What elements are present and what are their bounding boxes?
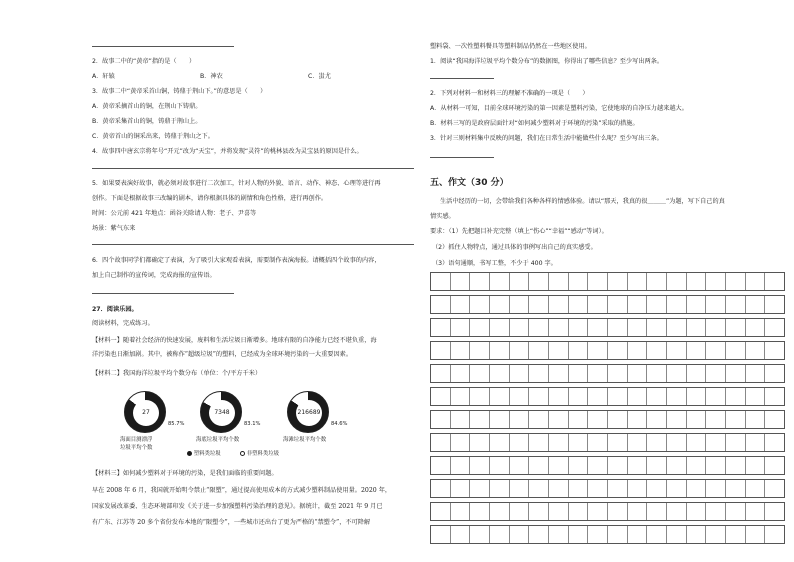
grid-cell[interactable] xyxy=(608,273,628,290)
grid-cell[interactable] xyxy=(628,319,648,336)
grid-cell[interactable] xyxy=(588,411,608,428)
grid-cell[interactable] xyxy=(647,526,667,543)
grid-cell[interactable] xyxy=(608,365,628,382)
grid-cell[interactable] xyxy=(490,457,510,474)
grid-cell[interactable] xyxy=(451,296,471,313)
grid-cell[interactable] xyxy=(667,319,687,336)
grid-cell[interactable] xyxy=(510,388,530,405)
grid-cell[interactable] xyxy=(746,526,766,543)
grid-cell[interactable] xyxy=(569,365,589,382)
grid-cell[interactable] xyxy=(529,411,549,428)
grid-cell[interactable] xyxy=(726,296,746,313)
option-3a: A．黄帝采摘首山的铜，在荆山下铸鼎。 xyxy=(92,103,202,110)
material-1-line2: 洋污染也日渐加剧。其中，被称作“超级垃圾”的塑料，已经成为全球环境污染的一大重要因素。 xyxy=(92,351,353,358)
grid-cell[interactable] xyxy=(726,503,746,520)
question-6-line1: 6．四个故事同学们都确定了表演，为了吸引大家观看表演，需要制作表演海报。请概括四个故事的内容， xyxy=(92,257,381,264)
donut-percent-label: 84.6% xyxy=(331,421,348,427)
grid-cell[interactable] xyxy=(451,480,471,497)
grid-cell[interactable] xyxy=(588,388,608,405)
grid-cell[interactable] xyxy=(569,273,589,290)
grid-cell[interactable] xyxy=(608,434,628,451)
grid-cell[interactable] xyxy=(549,526,569,543)
donut-caption: 垃圾平均个数 xyxy=(120,445,153,451)
grid-cell[interactable] xyxy=(490,273,510,290)
question-4: 4．故事四中唐玄宗将年号“开元”改为“天宝”，并将发现“灵符”的桃林县改为灵宝县的原因是什么。 xyxy=(92,148,363,155)
grid-cell[interactable] xyxy=(628,411,648,428)
grid-cell[interactable] xyxy=(451,319,471,336)
grid-cell[interactable] xyxy=(569,388,589,405)
answer-line xyxy=(92,168,414,169)
grid-cell[interactable] xyxy=(549,480,569,497)
grid-cell[interactable] xyxy=(588,273,608,290)
grid-cell[interactable] xyxy=(765,342,784,359)
grid-cell[interactable] xyxy=(490,388,510,405)
grid-cell[interactable] xyxy=(569,526,589,543)
grid-cell[interactable] xyxy=(647,457,667,474)
grid-row xyxy=(430,433,785,452)
grid-cell[interactable] xyxy=(510,319,530,336)
grid-cell[interactable] xyxy=(687,526,707,543)
grid-cell[interactable] xyxy=(706,365,726,382)
grid-cell[interactable] xyxy=(431,273,451,290)
grid-cell[interactable] xyxy=(765,319,784,336)
grid-cell[interactable] xyxy=(510,273,530,290)
grid-cell[interactable] xyxy=(529,319,549,336)
donut-caption: 海底垃圾平均个数 xyxy=(196,437,240,443)
script-time: 时间：公元前 421 年地点：函谷关除请人物：老子、尹喜等 xyxy=(92,210,257,217)
grid-cell[interactable] xyxy=(490,503,510,520)
grid-cell[interactable] xyxy=(706,273,726,290)
grid-row xyxy=(430,502,785,521)
grid-cell[interactable] xyxy=(529,388,549,405)
material-3-line3: 国家发展改革委、生态环境部印发《关于进一步加强塑料污染治理的意见》。据统计，截至 2021 年 9 月已 xyxy=(92,503,383,510)
grid-cell[interactable] xyxy=(431,388,451,405)
legend-label-non-plastic: 非塑料类垃圾 xyxy=(246,451,280,457)
right-question-1: 1．阅读“我国海洋垃圾平均个数分布”的数据图，你得出了哪些信息？至少写出两条。 xyxy=(430,58,664,65)
grid-cell[interactable] xyxy=(667,296,687,313)
grid-cell[interactable] xyxy=(451,342,471,359)
grid-cell[interactable] xyxy=(470,365,490,382)
grid-cell[interactable] xyxy=(647,434,667,451)
grid-cell[interactable] xyxy=(549,273,569,290)
answer-line xyxy=(430,157,494,158)
grid-cell[interactable] xyxy=(451,434,471,451)
grid-cell[interactable] xyxy=(608,296,628,313)
grid-cell[interactable] xyxy=(726,457,746,474)
grid-cell[interactable] xyxy=(726,480,746,497)
grid-cell[interactable] xyxy=(687,457,707,474)
grid-cell[interactable] xyxy=(451,273,471,290)
essay-requirement-3: （3）语句通顺，书写工整，不少于 400 字。 xyxy=(432,260,557,267)
grid-cell[interactable] xyxy=(608,411,628,428)
grid-cell[interactable] xyxy=(529,526,549,543)
material-3-line4: 有广东、江苏等 20 多个省份发布本地的“限塑令”，一些城市还出台了更为严格的“禁塑令”，不可降解 xyxy=(92,519,371,526)
grid-cell[interactable] xyxy=(431,480,451,497)
grid-cell[interactable] xyxy=(746,342,766,359)
grid-cell[interactable] xyxy=(706,457,726,474)
grid-cell[interactable] xyxy=(628,296,648,313)
grid-cell[interactable] xyxy=(706,503,726,520)
grid-row xyxy=(430,272,785,291)
grid-cell[interactable] xyxy=(451,365,471,382)
grid-cell[interactable] xyxy=(687,319,707,336)
question-27-sub: 阅读材料，完成练习。 xyxy=(92,320,154,327)
grid-cell[interactable] xyxy=(431,365,451,382)
grid-cell[interactable] xyxy=(529,296,549,313)
grid-cell[interactable] xyxy=(667,342,687,359)
grid-cell[interactable] xyxy=(667,273,687,290)
grid-cell[interactable] xyxy=(746,457,766,474)
grid-cell[interactable] xyxy=(647,411,667,428)
grid-cell[interactable] xyxy=(628,480,648,497)
grid-cell[interactable] xyxy=(490,434,510,451)
grid-cell[interactable] xyxy=(628,273,648,290)
grid-cell[interactable] xyxy=(687,434,707,451)
grid-cell[interactable] xyxy=(667,503,687,520)
grid-cell[interactable] xyxy=(470,273,490,290)
grid-cell[interactable] xyxy=(608,526,628,543)
grid-cell[interactable] xyxy=(529,273,549,290)
grid-row xyxy=(430,318,785,337)
grid-cell[interactable] xyxy=(549,434,569,451)
grid-cell[interactable] xyxy=(667,526,687,543)
grid-cell[interactable] xyxy=(490,319,510,336)
grid-cell[interactable] xyxy=(746,434,766,451)
grid-cell[interactable] xyxy=(667,434,687,451)
grid-cell[interactable] xyxy=(746,296,766,313)
right-question-2: 2．下列对材料一和材料三的理解不准确的一项是（ ） xyxy=(430,90,589,97)
grid-cell[interactable] xyxy=(687,411,707,428)
grid-cell[interactable] xyxy=(431,296,451,313)
grid-cell[interactable] xyxy=(470,480,490,497)
grid-cell[interactable] xyxy=(510,480,530,497)
grid-cell[interactable] xyxy=(726,273,746,290)
grid-cell[interactable] xyxy=(510,526,530,543)
grid-cell[interactable] xyxy=(628,503,648,520)
grid-cell[interactable] xyxy=(628,526,648,543)
grid-cell[interactable] xyxy=(706,388,726,405)
grid-cell[interactable] xyxy=(667,388,687,405)
grid-row xyxy=(430,479,785,498)
grid-cell[interactable] xyxy=(549,503,569,520)
grid-cell[interactable] xyxy=(746,503,766,520)
grid-cell[interactable] xyxy=(765,526,784,543)
grid-cell[interactable] xyxy=(549,365,569,382)
grid-cell[interactable] xyxy=(667,365,687,382)
grid-cell[interactable] xyxy=(765,503,784,520)
answer-line xyxy=(92,293,234,294)
material-3-line1: 【材料三】如何减少塑料对于环境的污染，是我们面临的重要问题。 xyxy=(92,470,278,477)
grid-cell[interactable] xyxy=(569,503,589,520)
question-5-line2: 创作。下面是根据故事三改编的剧本，请你根据具体的剧情和角色性格，进行再创作。 xyxy=(92,195,328,202)
grid-cell[interactable] xyxy=(588,434,608,451)
grid-cell[interactable] xyxy=(726,319,746,336)
grid-cell[interactable] xyxy=(706,526,726,543)
grid-cell[interactable] xyxy=(451,457,471,474)
grid-cell[interactable] xyxy=(687,273,707,290)
grid-cell[interactable] xyxy=(765,480,784,497)
question-3: 3．故事二中“黄帝采首山铜，铸鼎于荆山下。”的意思是（ ） xyxy=(92,88,267,95)
legend-swatch-plastic xyxy=(187,451,192,456)
section-5-title: 五、作文（30 分） xyxy=(430,178,509,188)
legend-swatch-non-plastic xyxy=(240,451,245,456)
legend-plastic xyxy=(187,451,221,458)
right-option-2b: B．材料三写的是政府层面针对“如何减少塑料对于环境的污染”采取的措施。 xyxy=(430,120,639,127)
donut-caption: 海滩垃圾平均个数 xyxy=(283,437,327,443)
donut-percent-label: 85.7% xyxy=(168,421,185,427)
script-scene: 场景：紫气东来 xyxy=(92,225,136,232)
grid-cell[interactable] xyxy=(549,296,569,313)
grid-cell[interactable] xyxy=(529,342,549,359)
donut-chart-2 xyxy=(200,391,242,433)
question-6-line2: 加上自己制作的宣传词，完成海报的宣传语。 xyxy=(92,272,216,279)
grid-cell[interactable] xyxy=(490,365,510,382)
material-2-title: 【材料二】我国海洋垃圾平均个数分布（单位：个/平方千米） xyxy=(92,370,262,377)
grid-cell[interactable] xyxy=(588,365,608,382)
grid-cell[interactable] xyxy=(569,434,589,451)
grid-cell[interactable] xyxy=(726,342,746,359)
grid-cell[interactable] xyxy=(667,480,687,497)
grid-cell[interactable] xyxy=(628,388,648,405)
grid-cell[interactable] xyxy=(588,503,608,520)
grid-cell[interactable] xyxy=(647,319,667,336)
grid-cell[interactable] xyxy=(588,319,608,336)
grid-cell[interactable] xyxy=(746,319,766,336)
grid-cell[interactable] xyxy=(746,388,766,405)
grid-cell[interactable] xyxy=(490,342,510,359)
grid-cell[interactable] xyxy=(569,296,589,313)
grid-cell[interactable] xyxy=(647,273,667,290)
grid-cell[interactable] xyxy=(549,388,569,405)
grid-row xyxy=(430,341,785,360)
grid-cell[interactable] xyxy=(510,342,530,359)
grid-cell[interactable] xyxy=(687,503,707,520)
grid-cell[interactable] xyxy=(765,296,784,313)
grid-cell[interactable] xyxy=(431,434,451,451)
grid-cell[interactable] xyxy=(529,365,549,382)
grid-cell[interactable] xyxy=(549,342,569,359)
grid-cell[interactable] xyxy=(470,457,490,474)
grid-cell[interactable] xyxy=(470,296,490,313)
grid-cell[interactable] xyxy=(451,411,471,428)
grid-cell[interactable] xyxy=(490,480,510,497)
donut-percent-label: 83.1% xyxy=(244,421,261,427)
essay-prompt-line2: 情实感。 xyxy=(430,213,455,220)
grid-cell[interactable] xyxy=(726,526,746,543)
grid-cell[interactable] xyxy=(549,457,569,474)
grid-row xyxy=(430,456,785,475)
material-3-line2: 早在 2008 年 6 月，我国就开始明令禁止“限塑”，通过提高使用成本的方式减少塑料制品使用量。2020 年， xyxy=(92,487,392,494)
grid-cell[interactable] xyxy=(588,457,608,474)
grid-cell[interactable] xyxy=(451,503,471,520)
grid-cell[interactable] xyxy=(549,411,569,428)
grid-cell[interactable] xyxy=(470,319,490,336)
option-3b: B．黄帝采集首山的铜，铸鼎于荆山上。 xyxy=(92,118,202,125)
grid-cell[interactable] xyxy=(726,388,746,405)
answer-line xyxy=(92,46,234,47)
grid-cell[interactable] xyxy=(687,296,707,313)
grid-cell[interactable] xyxy=(470,342,490,359)
grid-cell[interactable] xyxy=(470,503,490,520)
grid-cell[interactable] xyxy=(667,457,687,474)
grid-cell[interactable] xyxy=(529,457,549,474)
material-1-line1: 【材料一】随着社会经济的快速发展，废料和生活垃圾日渐增多。地球有限的自净能力已经不堪负重，海 xyxy=(92,337,377,344)
grid-cell[interactable] xyxy=(647,342,667,359)
grid-cell[interactable] xyxy=(470,526,490,543)
grid-cell[interactable] xyxy=(746,365,766,382)
grid-cell[interactable] xyxy=(765,411,784,428)
grid-cell[interactable] xyxy=(628,365,648,382)
grid-cell[interactable] xyxy=(510,434,530,451)
grid-cell[interactable] xyxy=(765,434,784,451)
grid-cell[interactable] xyxy=(765,388,784,405)
grid-cell[interactable] xyxy=(726,434,746,451)
grid-cell[interactable] xyxy=(510,411,530,428)
option-2a: A．轩辕 xyxy=(92,73,115,80)
grid-cell[interactable] xyxy=(431,411,451,428)
answer-line xyxy=(92,244,414,245)
grid-row xyxy=(430,295,785,314)
donut-chart-3 xyxy=(287,391,329,433)
grid-cell[interactable] xyxy=(608,480,628,497)
legend-non-plastic xyxy=(240,451,279,458)
essay-prompt-line1: 生活中经历的一切，会带给我们各种各样的情感体验。请以“那天，我真的很＿＿＿”为题，写下自己的真 xyxy=(440,198,725,205)
grid-cell[interactable] xyxy=(647,480,667,497)
grid-cell[interactable] xyxy=(746,480,766,497)
grid-row xyxy=(430,364,785,383)
grid-cell[interactable] xyxy=(569,342,589,359)
grid-cell[interactable] xyxy=(569,480,589,497)
grid-cell[interactable] xyxy=(510,457,530,474)
grid-cell[interactable] xyxy=(647,296,667,313)
grid-cell[interactable] xyxy=(569,319,589,336)
grid-row xyxy=(430,410,785,429)
grid-cell[interactable] xyxy=(628,434,648,451)
option-3c: C．黄帝首山的铜采出来，铸鼎于荆山之下。 xyxy=(92,133,214,140)
grid-cell[interactable] xyxy=(529,503,549,520)
grid-cell[interactable] xyxy=(510,365,530,382)
grid-row xyxy=(430,387,785,406)
donut-center-label: 216689 xyxy=(296,400,322,426)
answer-line xyxy=(430,78,494,79)
grid-cell[interactable] xyxy=(569,411,589,428)
grid-cell[interactable] xyxy=(588,526,608,543)
grid-cell[interactable] xyxy=(490,411,510,428)
right-option-2a: A．从材料一可知，目前全球环境污染的第一因素是塑料污染，它使地球的自净压力越来越大。 xyxy=(430,105,688,112)
grid-cell[interactable] xyxy=(510,296,530,313)
grid-cell[interactable] xyxy=(687,388,707,405)
grid-cell[interactable] xyxy=(765,273,784,290)
donut-center-label: 27 xyxy=(133,400,159,426)
grid-cell[interactable] xyxy=(490,526,510,543)
grid-cell[interactable] xyxy=(588,296,608,313)
essay-requirement-2: （2）抓住人物特点，通过具体的事例写出自己的真实感受。 xyxy=(432,244,597,251)
grid-cell[interactable] xyxy=(431,457,451,474)
grid-cell[interactable] xyxy=(706,342,726,359)
grid-cell[interactable] xyxy=(746,273,766,290)
question-2: 2．故事二中的“黄帝”指的是（ ） xyxy=(92,58,196,65)
grid-cell[interactable] xyxy=(628,342,648,359)
grid-cell[interactable] xyxy=(588,342,608,359)
donut-caption: 海面目测漂浮 xyxy=(120,437,153,443)
right-question-3: 3．针对三则材料集中反映的问题，我们在日常生活中能做些什么呢？至少写出三条。 xyxy=(430,135,663,142)
grid-cell[interactable] xyxy=(706,411,726,428)
grid-cell[interactable] xyxy=(470,434,490,451)
grid-cell[interactable] xyxy=(667,411,687,428)
legend-label-plastic: 塑料类垃圾 xyxy=(193,451,221,457)
grid-cell[interactable] xyxy=(647,365,667,382)
grid-cell[interactable] xyxy=(706,434,726,451)
grid-cell[interactable] xyxy=(490,296,510,313)
grid-cell[interactable] xyxy=(588,480,608,497)
option-2c: C．蚩尤 xyxy=(308,73,331,80)
grid-cell[interactable] xyxy=(765,457,784,474)
grid-cell[interactable] xyxy=(510,503,530,520)
grid-cell[interactable] xyxy=(431,503,451,520)
question-5-line1: 5．如果要表演好故事，就必须对故事进行二次加工，针对人物的外貌、语言、动作、神态、心理等进行再 xyxy=(92,180,381,187)
grid-cell[interactable] xyxy=(765,365,784,382)
grid-cell[interactable] xyxy=(647,503,667,520)
grid-cell[interactable] xyxy=(431,526,451,543)
grid-cell[interactable] xyxy=(608,319,628,336)
grid-cell[interactable] xyxy=(628,457,648,474)
grid-cell[interactable] xyxy=(451,526,471,543)
donut-chart-1 xyxy=(124,391,166,433)
grid-cell[interactable] xyxy=(706,296,726,313)
grid-cell[interactable] xyxy=(549,319,569,336)
grid-cell[interactable] xyxy=(647,388,667,405)
option-2b: B．神农 xyxy=(200,73,223,80)
donut-center-label: 7348 xyxy=(209,400,235,426)
grid-cell[interactable] xyxy=(726,411,746,428)
grid-cell[interactable] xyxy=(431,342,451,359)
essay-requirement-1: 要求：（1）先把题目补充完整（填上“伤心”“幸福”“感动”等词）。 xyxy=(430,228,608,235)
grid-cell[interactable] xyxy=(746,411,766,428)
grid-cell[interactable] xyxy=(608,342,628,359)
essay-writing-grid[interactable] xyxy=(430,272,785,547)
material-3-continued: 塑料袋、一次性塑料餐具等塑料制品仍然在一些地区使用。 xyxy=(430,43,591,50)
grid-cell[interactable] xyxy=(608,457,628,474)
grid-cell[interactable] xyxy=(608,388,628,405)
grid-cell[interactable] xyxy=(569,457,589,474)
grid-cell[interactable] xyxy=(687,480,707,497)
grid-cell[interactable] xyxy=(470,388,490,405)
grid-cell[interactable] xyxy=(706,319,726,336)
question-27: 27．阅读乐园。 xyxy=(92,306,138,313)
grid-cell[interactable] xyxy=(687,365,707,382)
grid-cell[interactable] xyxy=(470,411,490,428)
grid-cell[interactable] xyxy=(529,480,549,497)
grid-row xyxy=(430,525,785,544)
grid-cell[interactable] xyxy=(451,388,471,405)
grid-cell[interactable] xyxy=(687,342,707,359)
grid-cell[interactable] xyxy=(726,365,746,382)
grid-cell[interactable] xyxy=(608,503,628,520)
grid-cell[interactable] xyxy=(706,480,726,497)
grid-cell[interactable] xyxy=(431,319,451,336)
grid-cell[interactable] xyxy=(529,434,549,451)
